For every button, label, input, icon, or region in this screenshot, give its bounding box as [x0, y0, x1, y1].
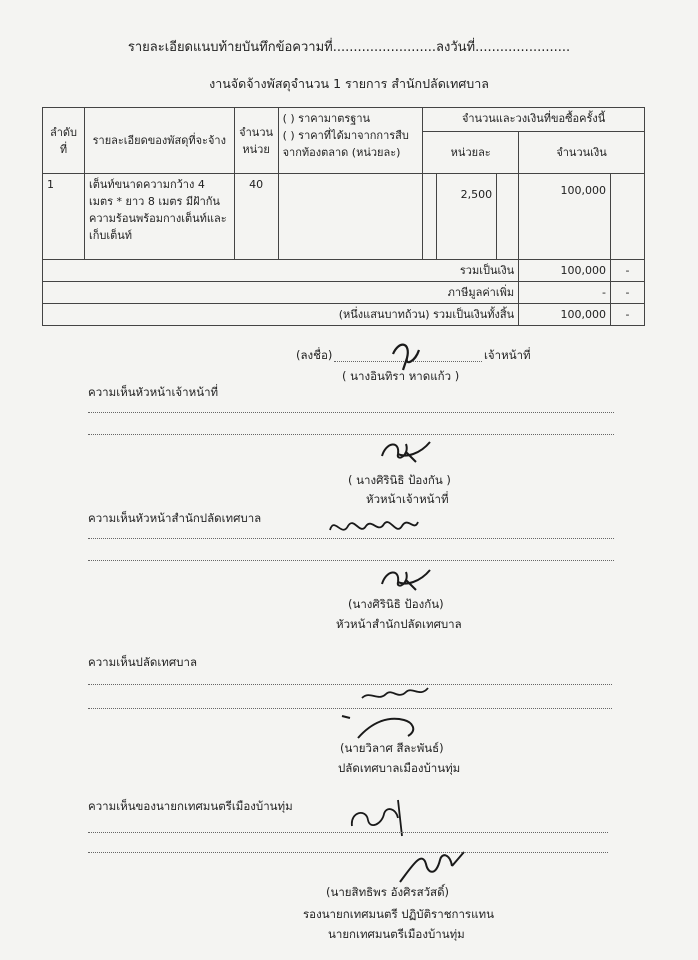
items-table: [42, 107, 645, 326]
section3-name: (นายวิลาศ สีละพันธ์): [340, 741, 444, 755]
grand-total-dash: -: [610, 304, 644, 326]
section1-name: ( นางศิรินิธิ ป้องกัน ): [348, 473, 451, 487]
section4-position-2: นายกเทศมนตรีเมืองบ้านทุ่ม: [328, 927, 465, 941]
section2-position: หัวหน้าสำนักปลัดเทศบาล: [336, 617, 462, 631]
section2-line-1: [88, 538, 614, 539]
col-header-unit-price: หน่วยละ: [423, 132, 519, 174]
section4-line-2: [88, 852, 608, 853]
col-header-amount: จำนวนเงิน: [519, 132, 645, 174]
officer-sign-prefix: (ลงชื่อ): [296, 348, 333, 362]
section1-heading: ความเห็นหัวหน้าเจ้าหน้าที่: [88, 385, 219, 399]
row-spacer: [423, 174, 437, 260]
section3-heading: ความเห็นปลัดเทศบาล: [88, 655, 197, 669]
section1-line-2: [88, 434, 614, 435]
section2-line-2: [88, 560, 614, 561]
officer-name: ( นางอินทิรา หาดแก้ว ): [342, 369, 460, 383]
total-label: รวมเป็นเงิน: [43, 260, 519, 282]
col-header-budget: จำนวนและวงเงินที่ขอซื้อครั้งนี้: [423, 108, 645, 132]
grand-total-label: (หนึ่งแสนบาทถ้วน) รวมเป็นเงินทั้งสิ้น: [43, 304, 519, 326]
row-qty: 40: [234, 174, 278, 260]
section1-line-1: [88, 412, 614, 413]
total-dash: -: [610, 260, 644, 282]
section2-signature: [376, 560, 436, 598]
grand-total-row: [43, 304, 645, 326]
section3-position: ปลัดเทศบาลเมืองบ้านทุ่ม: [338, 761, 461, 775]
officer-signature: [385, 332, 435, 372]
col-header-detail: รายละเอียดของพัสดุที่จะจ้าง: [84, 108, 234, 174]
grand-total-value: 100,000: [519, 304, 611, 326]
section1-signature: [376, 432, 436, 470]
section2-name: (นางศิรินิธิ ป้องกัน): [348, 597, 444, 611]
table-header-row: [43, 108, 645, 132]
section2-heading: ความเห็นหัวหน้าสำนักปลัดเทศบาล: [88, 511, 262, 525]
col-header-price-source: [278, 108, 423, 174]
document-subtitle: งานจัดจ้างพัสดุจำนวน 1 รายการ สำนักปลัดเทศบาล: [209, 76, 489, 91]
section4-heading: ความเห็นของนายกเทศมนตรีเมืองบ้านทุ่ม: [88, 799, 293, 813]
table-row: [43, 174, 645, 260]
row-detail: เต็นท์ขนาดความกว้าง 4 เมตร * ยาว 8 เมตร มีฝ้ากัน ความร้อนพร้อมกางเต็นท์และเก็บเต็นท์: [84, 174, 234, 260]
section4-position-1: รองนายกเทศมนตรี ปฏิบัติราชการแทน: [303, 907, 494, 921]
vat-value: -: [519, 282, 611, 304]
vat-dash: -: [610, 282, 644, 304]
section4-handwritten-note: [346, 796, 416, 840]
total-row: [43, 260, 645, 282]
vat-label: ภาษีมูลค่าเพิ่ม: [43, 282, 519, 304]
section4-line-1: [88, 832, 608, 833]
section3-line-1: [88, 684, 612, 685]
row-spacer-2: [497, 174, 519, 260]
document-title: รายละเอียดแนบท้ายบันทึกข้อความที่.........................ลงวันที่.......................: [127, 40, 571, 55]
market-price-label: ( ) ราคาที่ได้มาจากการสืบจากท้องตลาด (หน่วยละ): [282, 129, 409, 159]
row-spacer-3: [610, 174, 644, 260]
col-header-qty: จำนวนหน่วย: [234, 108, 278, 174]
section1-position: หัวหน้าเจ้าหน้าที่: [366, 492, 449, 506]
officer-sign-suffix: เจ้าหน้าที่: [484, 348, 531, 362]
row-amount: 100,000: [519, 174, 611, 260]
row-price-source: [278, 174, 423, 260]
vat-row: [43, 282, 645, 304]
std-price-label: ( ) ราคามาตรฐาน: [282, 112, 371, 125]
row-no: 1: [43, 174, 85, 260]
section4-name: (นายสิทธิพร อังศิรสวัสดิ์): [326, 885, 450, 899]
col-header-no: ลำดับที่: [43, 108, 85, 174]
row-unit-price: 2,500: [437, 174, 497, 260]
total-value: 100,000: [519, 260, 611, 282]
